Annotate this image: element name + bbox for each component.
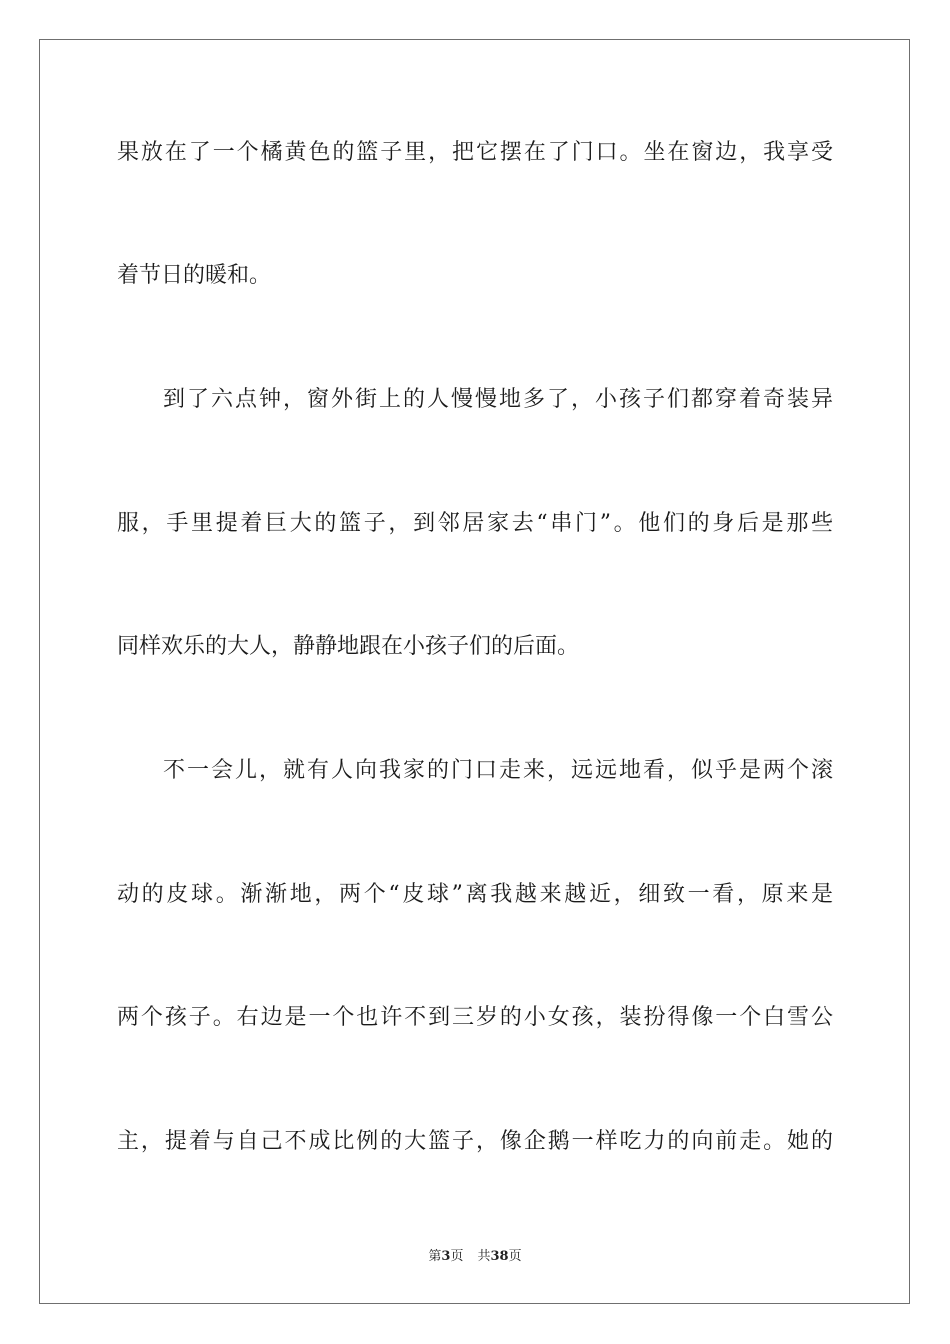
total-prefix: 共 — [477, 1249, 491, 1264]
page-prefix: 第 — [428, 1249, 442, 1264]
page-suffix: 页 — [450, 1249, 464, 1264]
page-number: 3 — [441, 1249, 451, 1264]
total-pages: 38 — [490, 1249, 509, 1264]
body-text-line: 到了六点钟，窗外街上的人慢慢地多了，小孩子们都穿着奇装异 — [163, 387, 833, 412]
body-text-line: 主，提着与自己不成比例的大篮子，像企鹅一样吃力的向前走。她的 — [117, 1129, 833, 1154]
body-text-line: 同样欢乐的大人，静静地跟在小孩子们的后面。 — [117, 634, 580, 659]
total-suffix: 页 — [508, 1249, 522, 1264]
body-text-line: 服，手里提着巨大的篮子，到邻居家去“串门”。他们的身后是那些 — [117, 511, 833, 536]
page-footer — [0, 1248, 950, 1266]
body-text-line: 果放在了一个橘黄色的篮子里，把它摆在了门口。坐在窗边，我享受 — [117, 140, 833, 165]
page-border — [39, 39, 910, 1304]
body-text-line: 不一会儿，就有人向我家的门口走来，远远地看，似乎是两个滚 — [163, 758, 833, 783]
body-text-line: 着节日的暖和。 — [117, 263, 272, 288]
body-text-line: 动的皮球。渐渐地，两个“皮球”离我越来越近，细致一看，原来是 — [117, 882, 833, 907]
body-text-line: 两个孩子。右边是一个也许不到三岁的小女孩，装扮得像一个白雪公 — [117, 1005, 833, 1030]
